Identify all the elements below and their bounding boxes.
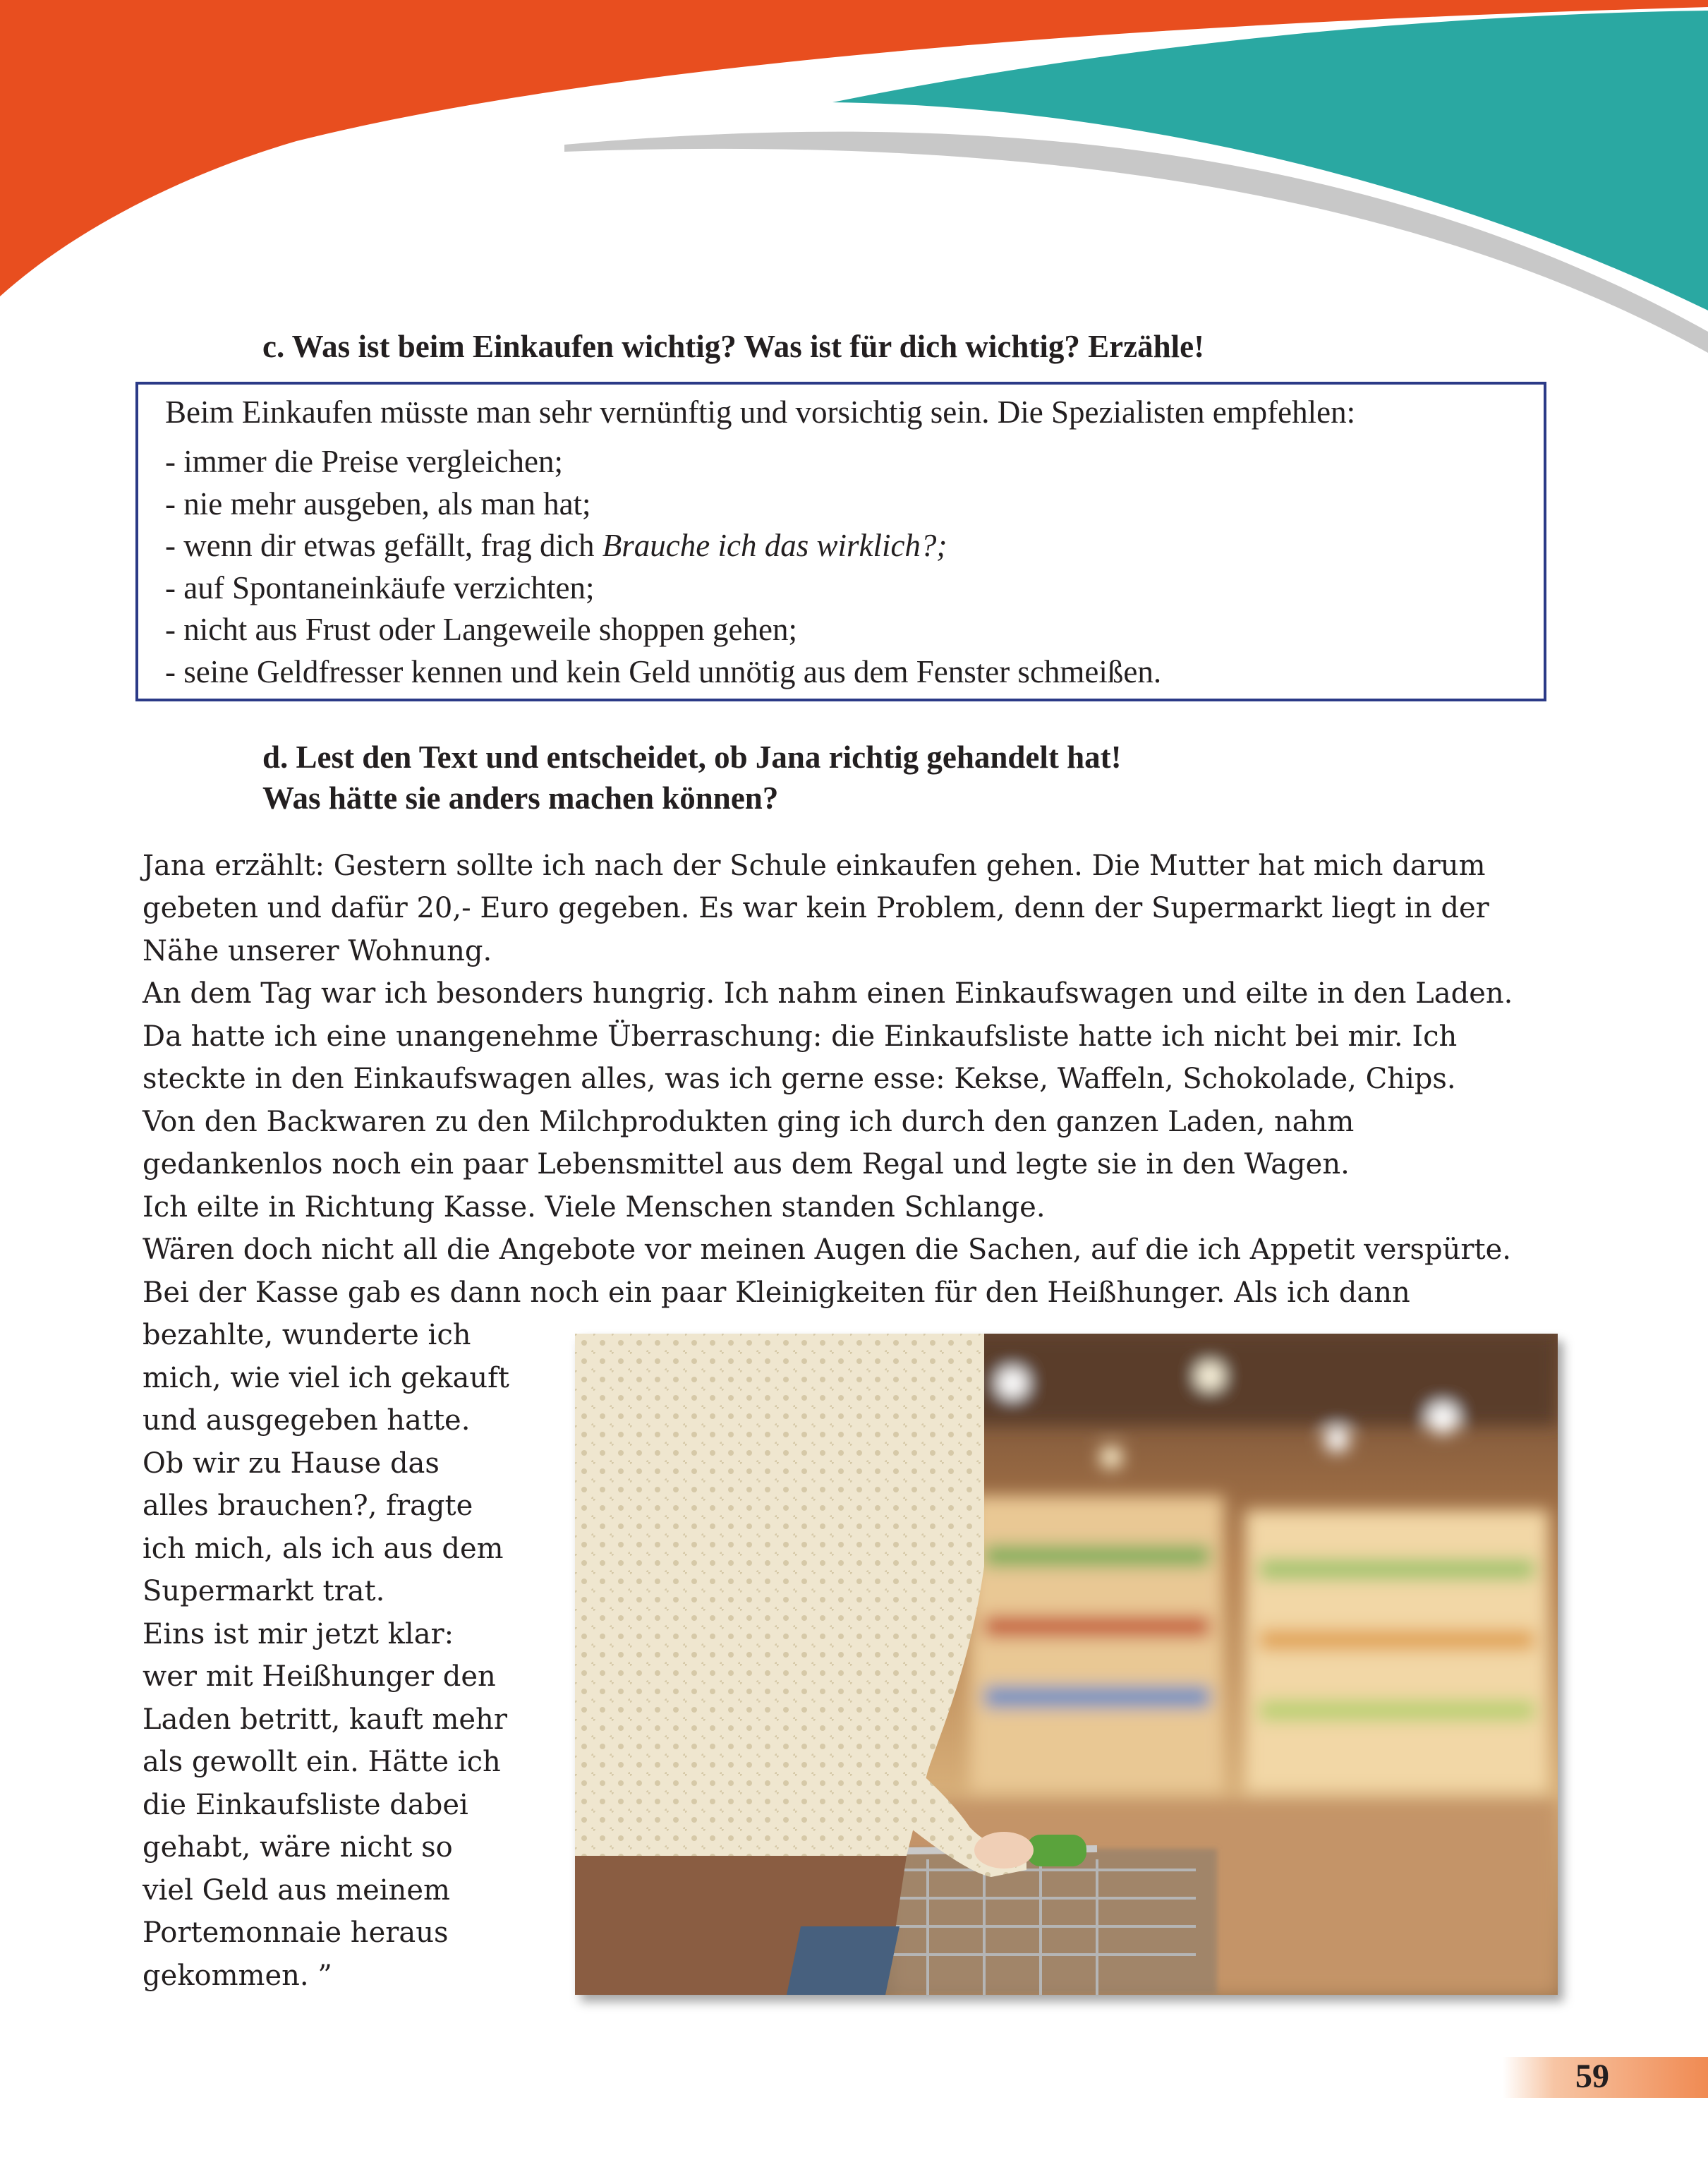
header-decoration — [0, 0, 1708, 367]
story-side-line: Laden betritt, kauft mehr — [143, 1703, 507, 1736]
story-line: Bei der Kasse gab es dann noch ein paar Kleinigkeiten für den Heißhunger. Als ich dann — [143, 1276, 1410, 1309]
tip-item-question: Brauche ich das wirklich?; — [602, 528, 947, 563]
teal-band — [832, 11, 1708, 310]
story-line: steckte in den Einkaufswagen alles, was ich gerne esse: Kekse, Waffeln, Schokolade, Chips. — [143, 1063, 1456, 1095]
story-line: gedankenlos noch ein paar Lebensmittel aus dem Regal und legte sie in den Wagen. — [143, 1148, 1350, 1181]
tip-item: - seine Geldfresser kennen und kein Geld unnötig aus dem Fenster schmeißen. — [165, 653, 1162, 689]
story-line: Von den Backwaren zu den Milchprodukten ging ich durch den ganzen Laden, nahm — [143, 1106, 1355, 1138]
tip-item-prefix: - wenn dir etwas gefällt, frag dich — [165, 528, 602, 563]
story-side-line: Portemonnaie heraus — [143, 1917, 449, 1949]
story-side-line: gehabt, wäre nicht so — [143, 1831, 453, 1864]
story-side-line: mich, wie viel ich gekauft — [143, 1362, 509, 1394]
story-line: gebeten und dafür 20,- Euro gegeben. Es war kein Problem, denn der Supermarkt liegt in der — [143, 892, 1489, 924]
story-side-line: Ob wir zu Hause das — [143, 1447, 440, 1480]
section-c-heading: c. Was ist beim Einkaufen wichtig? Was ist für dich wichtig? Erzähle! — [262, 329, 1205, 364]
tip-item — [165, 525, 1544, 567]
story-line: An dem Tag war ich besonders hungrig. Ich nahm einen Einkaufswagen und eilte in den Laden. — [143, 977, 1513, 1010]
tips-intro: Beim Einkaufen müsste man sehr vernünftig und vorsichtig sein. Die Spezialisten empfehlen: — [165, 394, 1356, 430]
story-side-line: die Einkaufsliste dabei — [143, 1789, 468, 1821]
tips-box — [135, 382, 1546, 701]
section-d-heading-line1: d. Lest den Text und entscheidet, ob Jana richtig gehandelt hat! — [262, 740, 1122, 775]
story-side-line: als gewollt ein. Hätte ich — [143, 1746, 501, 1778]
story-side-line: gekommen. ” — [143, 1960, 332, 1992]
supermarket-illustration — [575, 1334, 1558, 1995]
story-side-line: ich mich, als ich aus dem — [143, 1533, 504, 1565]
tip-item: - immer die Preise vergleichen; — [165, 444, 563, 479]
story-line: Jana erzählt: Gestern sollte ich nach der Schule einkaufen gehen. Die Mutter hat mich darum — [143, 850, 1486, 882]
page-number: 59 — [1575, 2058, 1609, 2095]
supermarket-photo — [575, 1334, 1558, 1995]
story-side-line: Eins ist mir jetzt klar: — [143, 1618, 454, 1650]
story-side-line: Supermarkt trat. — [143, 1575, 385, 1607]
tip-item: - auf Spontaneinkäufe verzichten; — [165, 569, 595, 605]
story-side-line: wer mit Heißhunger den — [143, 1660, 496, 1693]
story-side-line: bezahlte, wunderte ich — [143, 1319, 471, 1351]
story-line: Ich eilte in Richtung Kasse. Viele Menschen standen Schlange. — [143, 1191, 1046, 1224]
tips-list — [165, 441, 1544, 693]
story-side-line: alles brauchen?, fragte — [143, 1490, 473, 1522]
story-side-line: und ausgegeben hatte. — [143, 1404, 471, 1437]
section-d-heading-line2: Was hätte sie anders machen können? — [262, 780, 779, 816]
story-line: Nähe unserer Wohnung. — [143, 935, 492, 967]
story-side-line: viel Geld aus meinem — [143, 1874, 450, 1907]
tip-item: - nie mehr ausgeben, als man hat; — [165, 485, 591, 521]
tip-item: - nicht aus Frust oder Langeweile shoppen gehen; — [165, 612, 798, 647]
story-line: Wären doch nicht all die Angebote vor meinen Augen die Sachen, auf die ich Appetit verspürte. — [143, 1233, 1511, 1266]
story-line: Da hatte ich eine unangenehme Überraschung: die Einkaufsliste hatte ich nicht bei mir. Ich — [143, 1020, 1458, 1053]
